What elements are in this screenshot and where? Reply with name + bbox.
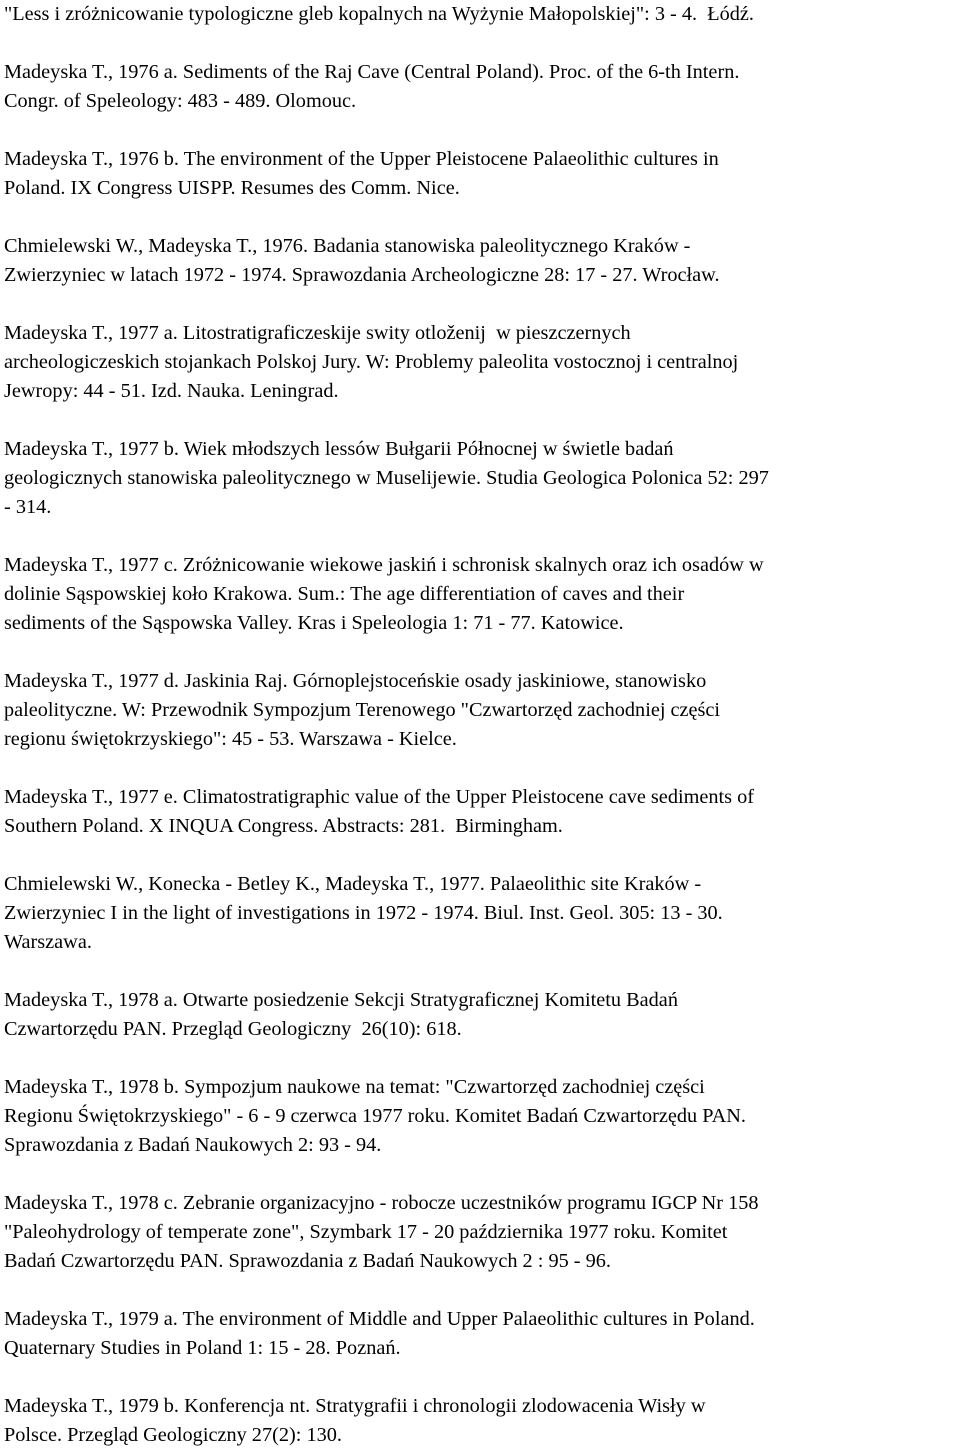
bibliography-page (4, 0, 956, 1450)
entry-text-line: regionu świętokrzyskiego": 45 - 53. Warszawa - Kielce. (4, 728, 457, 750)
bibliography-entry (4, 1189, 956, 1276)
entry-text-line: Quaternary Studies in Poland 1: 15 - 28. Poznań. (4, 1337, 401, 1359)
entry-text-line: Congr. of Speleology: 483 - 489. Olomouc. (4, 90, 357, 112)
bibliography-entry (4, 58, 956, 116)
bibliography-entry (4, 667, 956, 754)
entry-text-line: Zwierzyniec I in the light of investigations in 1972 - 1974. Biul. Inst. Geol. 305: 13 - 30. (4, 902, 723, 924)
entry-text-line: Madeyska T., 1978 c. Zebranie organizacyjno - robocze uczestników programu IGCP Nr 158 (4, 1192, 759, 1214)
entry-text-line: Czwartorzędu PAN. Przegląd Geologiczny 26(10): 618. (4, 1018, 462, 1040)
bibliography-entry (4, 145, 956, 203)
entry-text-line: Chmielewski W., Madeyska T., 1976. Badania stanowiska paleolitycznego Kraków - (4, 235, 691, 257)
bibliography-entry (4, 0, 956, 29)
bibliography-entry (4, 232, 956, 290)
bibliography-entry (4, 435, 956, 522)
entry-text-line: paleolityczne. W: Przewodnik Sympozjum Terenowego "Czwartorzęd zachodniej części (4, 699, 721, 721)
entry-text-line: "Less i zróżnicowanie typologiczne gleb kopalnych na Wyżynie Małopolskiej": 3 - 4. Łódź. (4, 3, 754, 25)
entry-text-line: Madeyska T., 1977 c. Zróżnicowanie wiekowe jaskiń i schronisk skalnych oraz ich osadów w (4, 554, 764, 576)
bibliography-entry (4, 986, 956, 1044)
bibliography-entry (4, 1073, 956, 1160)
entry-text-line: Zwierzyniec w latach 1972 - 1974. Sprawozdania Archeologiczne 28: 17 - 27. Wrocław. (4, 264, 720, 286)
entry-text-line: "Paleohydrology of temperate zone", Szymbark 17 - 20 października 1977 roku. Komitet (4, 1221, 728, 1243)
entry-text-line: Madeyska T., 1977 d. Jaskinia Raj. Górnoplejstoceńskie osady jaskiniowe, stanowisko (4, 670, 707, 692)
entry-text-line: Southern Poland. X INQUA Congress. Abstracts: 281. Birmingham. (4, 815, 563, 837)
entry-text-line: Badań Czwartorzędu PAN. Sprawozdania z Badań Naukowych 2 : 95 - 96. (4, 1250, 611, 1272)
entry-text-line: Madeyska T., 1976 b. The environment of the Upper Pleistocene Palaeolithic cultures in (4, 148, 719, 170)
entry-text-line: Madeyska T., 1976 a. Sediments of the Raj Cave (Central Poland). Proc. of the 6-th Intern. (4, 61, 740, 83)
entry-text-line: Madeyska T., 1979 b. Konferencja nt. Stratygrafii i chronologii zlodowacenia Wisły w (4, 1395, 706, 1417)
entry-text-line: Madeyska T., 1977 e. Climatostratigraphic value of the Upper Pleistocene cave sediments of (4, 786, 754, 808)
entry-text-line: geologicznych stanowiska paleolitycznego w Muselijewie. Studia Geologica Polonica 52: 297 (4, 467, 769, 489)
entry-text-line: Regionu Świętokrzyskiego" - 6 - 9 czerwca 1977 roku. Komitet Badań Czwartorzędu PAN. (4, 1105, 746, 1127)
entry-text-line: Poland. IX Congress UISPP. Resumes des Comm. Nice. (4, 177, 460, 199)
bibliography-entry (4, 783, 956, 841)
bibliography-entry (4, 1305, 956, 1363)
entry-text-line: Polsce. Przegląd Geologiczny 27(2): 130. (4, 1424, 342, 1446)
entry-text-line: - 314. (4, 496, 52, 518)
bibliography-entry (4, 319, 956, 406)
bibliography-entry (4, 870, 956, 957)
entry-text-line: Sprawozdania z Badań Naukowych 2: 93 - 94. (4, 1134, 382, 1156)
entry-text-line: Chmielewski W., Konecka - Betley K., Madeyska T., 1977. Palaeolithic site Kraków - (4, 873, 702, 895)
bibliography-entry (4, 551, 956, 638)
entry-text-line: sediments of the Sąspowska Valley. Kras i Speleologia 1: 71 - 77. Katowice. (4, 612, 624, 634)
entry-text-line: Madeyska T., 1978 b. Sympozjum naukowe na temat: "Czwartorzęd zachodniej części (4, 1076, 705, 1098)
entry-text-line: dolinie Sąspowskiej koło Krakowa. Sum.: The age differentiation of caves and their (4, 583, 685, 605)
bibliography-entry (4, 1392, 956, 1450)
entry-text-line: Madeyska T., 1977 b. Wiek młodszych lessów Bułgarii Północnej w świetle badań (4, 438, 674, 460)
entry-text-line: Madeyska T., 1978 a. Otwarte posiedzenie Sekcji Stratygraficznej Komitetu Badań (4, 989, 678, 1011)
entry-text-line: Madeyska T., 1977 a. Litostratigraficzeskije swity otloženij w pieszczernych (4, 322, 631, 344)
entry-text-line: Jewropy: 44 - 51. Izd. Nauka. Leningrad. (4, 380, 339, 402)
entry-text-line: Warszawa. (4, 931, 92, 953)
entry-text-line: archeologiczeskich stojankach Polskoj Jury. W: Problemy paleolita vostocznoj i centralnoj (4, 351, 739, 373)
entry-text-line: Madeyska T., 1979 a. The environment of Middle and Upper Palaeolithic cultures in Poland. (4, 1308, 755, 1330)
